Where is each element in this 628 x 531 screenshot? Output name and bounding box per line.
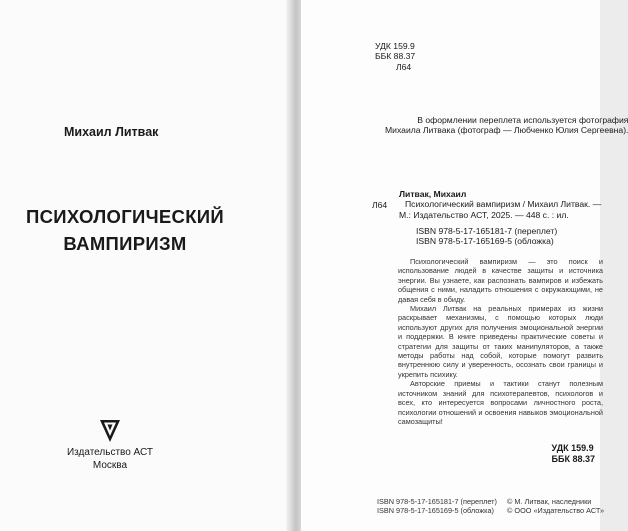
left-page	[0, 0, 289, 531]
annotation	[398, 257, 603, 426]
annotation-paragraph: Авторские приемы и тактики станут полезным источником знаний для психотерапевтов, психологов и всех, кто интересуется вопросами личностного роста, психологии отношений и освоения навыков эмоциональной самозащиты!	[398, 379, 603, 426]
classification-block	[375, 41, 415, 72]
book-title-line-2: ВАМПИРИЗМ	[63, 233, 187, 254]
book-title	[0, 203, 250, 257]
bottom-bbk: ББК 88.37	[551, 453, 595, 464]
bottom-isbn-1: ISBN 978-5-17-165181-7 (переплет)	[377, 497, 497, 506]
biblio-author-heading: Литвак, Михаил	[399, 189, 467, 199]
copyright-line-2: © ООО «Издательство АСТ»	[507, 506, 605, 516]
copyright	[507, 497, 604, 516]
bibliographic-record	[399, 189, 601, 246]
udk-code: УДК 159.9	[375, 41, 415, 51]
author-mark: Л64	[396, 61, 412, 72]
photo-credit-line-2: Михаила Литвака (фотограф — Любченко Юлия Сергеевна).	[385, 125, 628, 136]
publisher-name: Издательство АСТ	[66, 447, 154, 458]
right-page	[301, 0, 628, 531]
ast-publisher-logo-icon	[99, 419, 121, 443]
photo-credit	[385, 115, 628, 136]
biblio-isbn-2: ISBN 978-5-17-165169-5 (обложка)	[416, 236, 554, 247]
bottom-classification	[552, 443, 595, 464]
biblio-isbn-1: ISBN 978-5-17-165181-7 (переплет)	[416, 225, 558, 236]
copyright-line-1: © М. Литвак, наследники	[507, 497, 592, 506]
book-title-line-1: ПСИХОЛОГИЧЕСКИЙ	[26, 206, 224, 227]
annotation-paragraph: Психологический вампиризм — это поиск и использование людей в качестве защиты и источника энергии. Вы узнаете, как распознать вампиров и избежать общения с ними, наладить отношения с окружающими, не давая себя в обиду.	[398, 257, 603, 304]
publisher-city: Москва	[92, 460, 128, 471]
biblio-line-2: М.: Издательство АСТ, 2025. — 448 с. : ил.	[399, 209, 569, 220]
bottom-udk: УДК 159.9	[551, 443, 594, 453]
photo-credit-line-1: В оформлении переплета используется фотография	[417, 115, 628, 125]
annotation-paragraph: Михаил Литвак на реальных примерах из жизни раскрывает механизмы, с помощью которых люди используют других для получения эмоциональной энергии и поддержки. В книге приведены практические советы и стратегии для защиты от таких манипуляторов, а также методы работы над собой, которые помогут развить внутреннюю силу и уверенность, осознать свои границы и укрепить психику.	[398, 304, 603, 379]
bbk-code: ББК 88.37	[375, 51, 416, 62]
biblio-line-1: Психологический вампиризм / Михаил Литвак. —	[405, 199, 602, 210]
bottom-isbn-2: ISBN 978-5-17-165169-5 (обложка)	[377, 506, 494, 516]
publisher-imprint	[55, 446, 165, 472]
biblio-author-mark: Л64	[372, 200, 388, 210]
bottom-isbn	[377, 497, 497, 516]
author-name: Михаил Литвак	[64, 125, 159, 139]
